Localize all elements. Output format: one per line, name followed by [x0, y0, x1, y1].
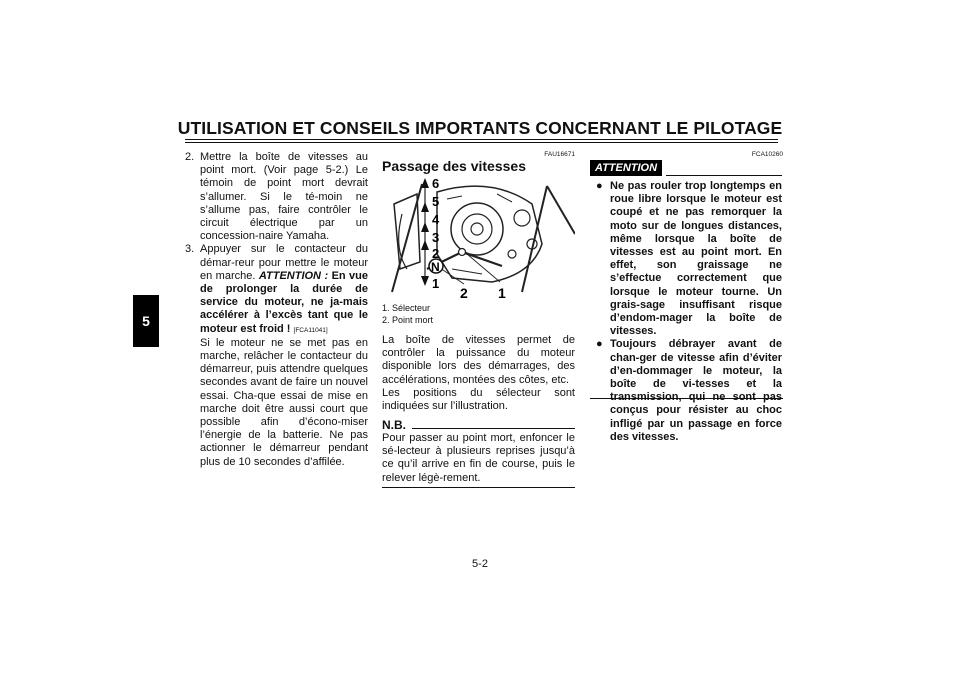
gear-label-1: 1 — [432, 276, 440, 291]
caution-rule-bottom — [590, 398, 783, 399]
step-3-text-continued: Si le moteur ne se met pas en marche, relâcher le contacteur du démarreur, puis attendre quelques secondes avant de faire un nouvel essai. Cha-que essai de mise en marche doit être aussi court que possible afin d’écono-miser l’énergie de la batterie. Ne pas actionner le démarreur pendant plus de 10 secondes d’affilée. — [200, 336, 368, 468]
note-rule-top — [412, 428, 575, 429]
gear-label-6: 6 — [432, 176, 440, 191]
inline-attention-label: ATTENTION : — [258, 269, 329, 282]
step-2-text: Mettre la boîte de vitesses au point mort. (Voir page 5-2.) Le témoin de point mort devrait s’allumer. Si le té-moin ne s’allume pas, faire contrôler le circuit électrique par un concession-naire Yamaha. — [200, 151, 368, 243]
section-code: FAU16671 — [544, 151, 575, 158]
caption-1: 1. Sélecteur — [382, 303, 431, 313]
title-rule — [185, 139, 778, 140]
gear-paragraph-1: La boîte de vitesses permet de contrôler la puissance du moteur disponible lors des démarrages, des accélérations, montées des côtes, etc. — [382, 334, 575, 386]
gear-paragraph — [382, 334, 575, 413]
step-3-body — [200, 243, 368, 468]
step-2-number: 2. — [185, 151, 195, 163]
gear-label-neutral: N — [431, 260, 440, 274]
bullet-icon: ● — [596, 180, 603, 192]
caution-item-text: Ne pas rouler trop longtemps en roue libre lorsque le moteur est coupé et ne pas remorquer la moto sur de longues distances, même lorsque la boîte de vitesses est au point mort. En effet, son graissage ne s’effectue correctement que lorsque le moteur tourne. Un grais-sage insuffisant risque d’endom-mager la boîte de vitesses. — [610, 180, 782, 338]
caution-item — [596, 180, 782, 338]
step-3-text: Appuyer sur le contacteur du démar-reur pour mettre le moteur en marche. — [200, 243, 368, 282]
inline-attention-code: [FCA11041] — [293, 326, 328, 334]
inline-attention-text: En vue de prolonger la durée de service du moteur, ne ja-mais accélérer à l’excès tant que le moteur est froid ! — [200, 269, 369, 335]
callout-selector: 1 — [498, 285, 506, 300]
chapter-tab: 5 — [133, 295, 159, 347]
gear-label-2: 2 — [432, 246, 440, 261]
gear-shift-illustration — [382, 174, 575, 300]
caution-code: FCA10260 — [751, 151, 783, 158]
note-rule-bottom — [382, 487, 575, 488]
caution-rule-top — [666, 175, 782, 176]
note-header — [382, 418, 575, 432]
caution-item — [596, 338, 782, 444]
page-title: UTILISATION ET CONSEILS IMPORTANTS CONCERNANT LE PILOTAGE — [177, 118, 783, 138]
gear-paragraph-2: Les positions du sélecteur sont indiquées sur l’illustration. — [382, 386, 575, 413]
step-3 — [185, 243, 368, 468]
gear-shift-drawing — [382, 174, 575, 300]
section-title: Passage des vitesses — [382, 158, 526, 174]
note-label: N.B. — [382, 418, 406, 432]
caution-badge: ATTENTION — [590, 160, 662, 176]
caption-2: 2. Point mort — [382, 315, 434, 325]
title-rule-secondary — [185, 142, 778, 143]
gear-label-3: 3 — [432, 230, 440, 245]
step-2 — [185, 151, 368, 243]
callout-neutral-point: 2 — [460, 285, 468, 300]
column-1 — [185, 151, 368, 469]
gear-label-5: 5 — [432, 194, 440, 209]
figure-captions — [382, 302, 575, 326]
gear-label-4: 4 — [432, 212, 440, 227]
bullet-icon: ● — [596, 338, 603, 351]
step-3-number: 3. — [185, 243, 195, 256]
page-number: 5-2 — [472, 558, 488, 570]
note-text: Pour passer au point mort, enfoncer le sé-lecteur à plusieurs reprises jusqu’à ce qu’il arrive en fin de course, puis le relever légè-rement. — [382, 432, 575, 484]
caution-list — [596, 180, 782, 444]
caution-item-text: Toujours débrayer avant de chan-ger de vitesse afin d’éviter d’en-dommager le moteur, la boîte de vi-tesses et la transmission, qui ne sont pas conçus pour résister au choc infligé par un passage en force des vitesses. — [610, 338, 782, 443]
